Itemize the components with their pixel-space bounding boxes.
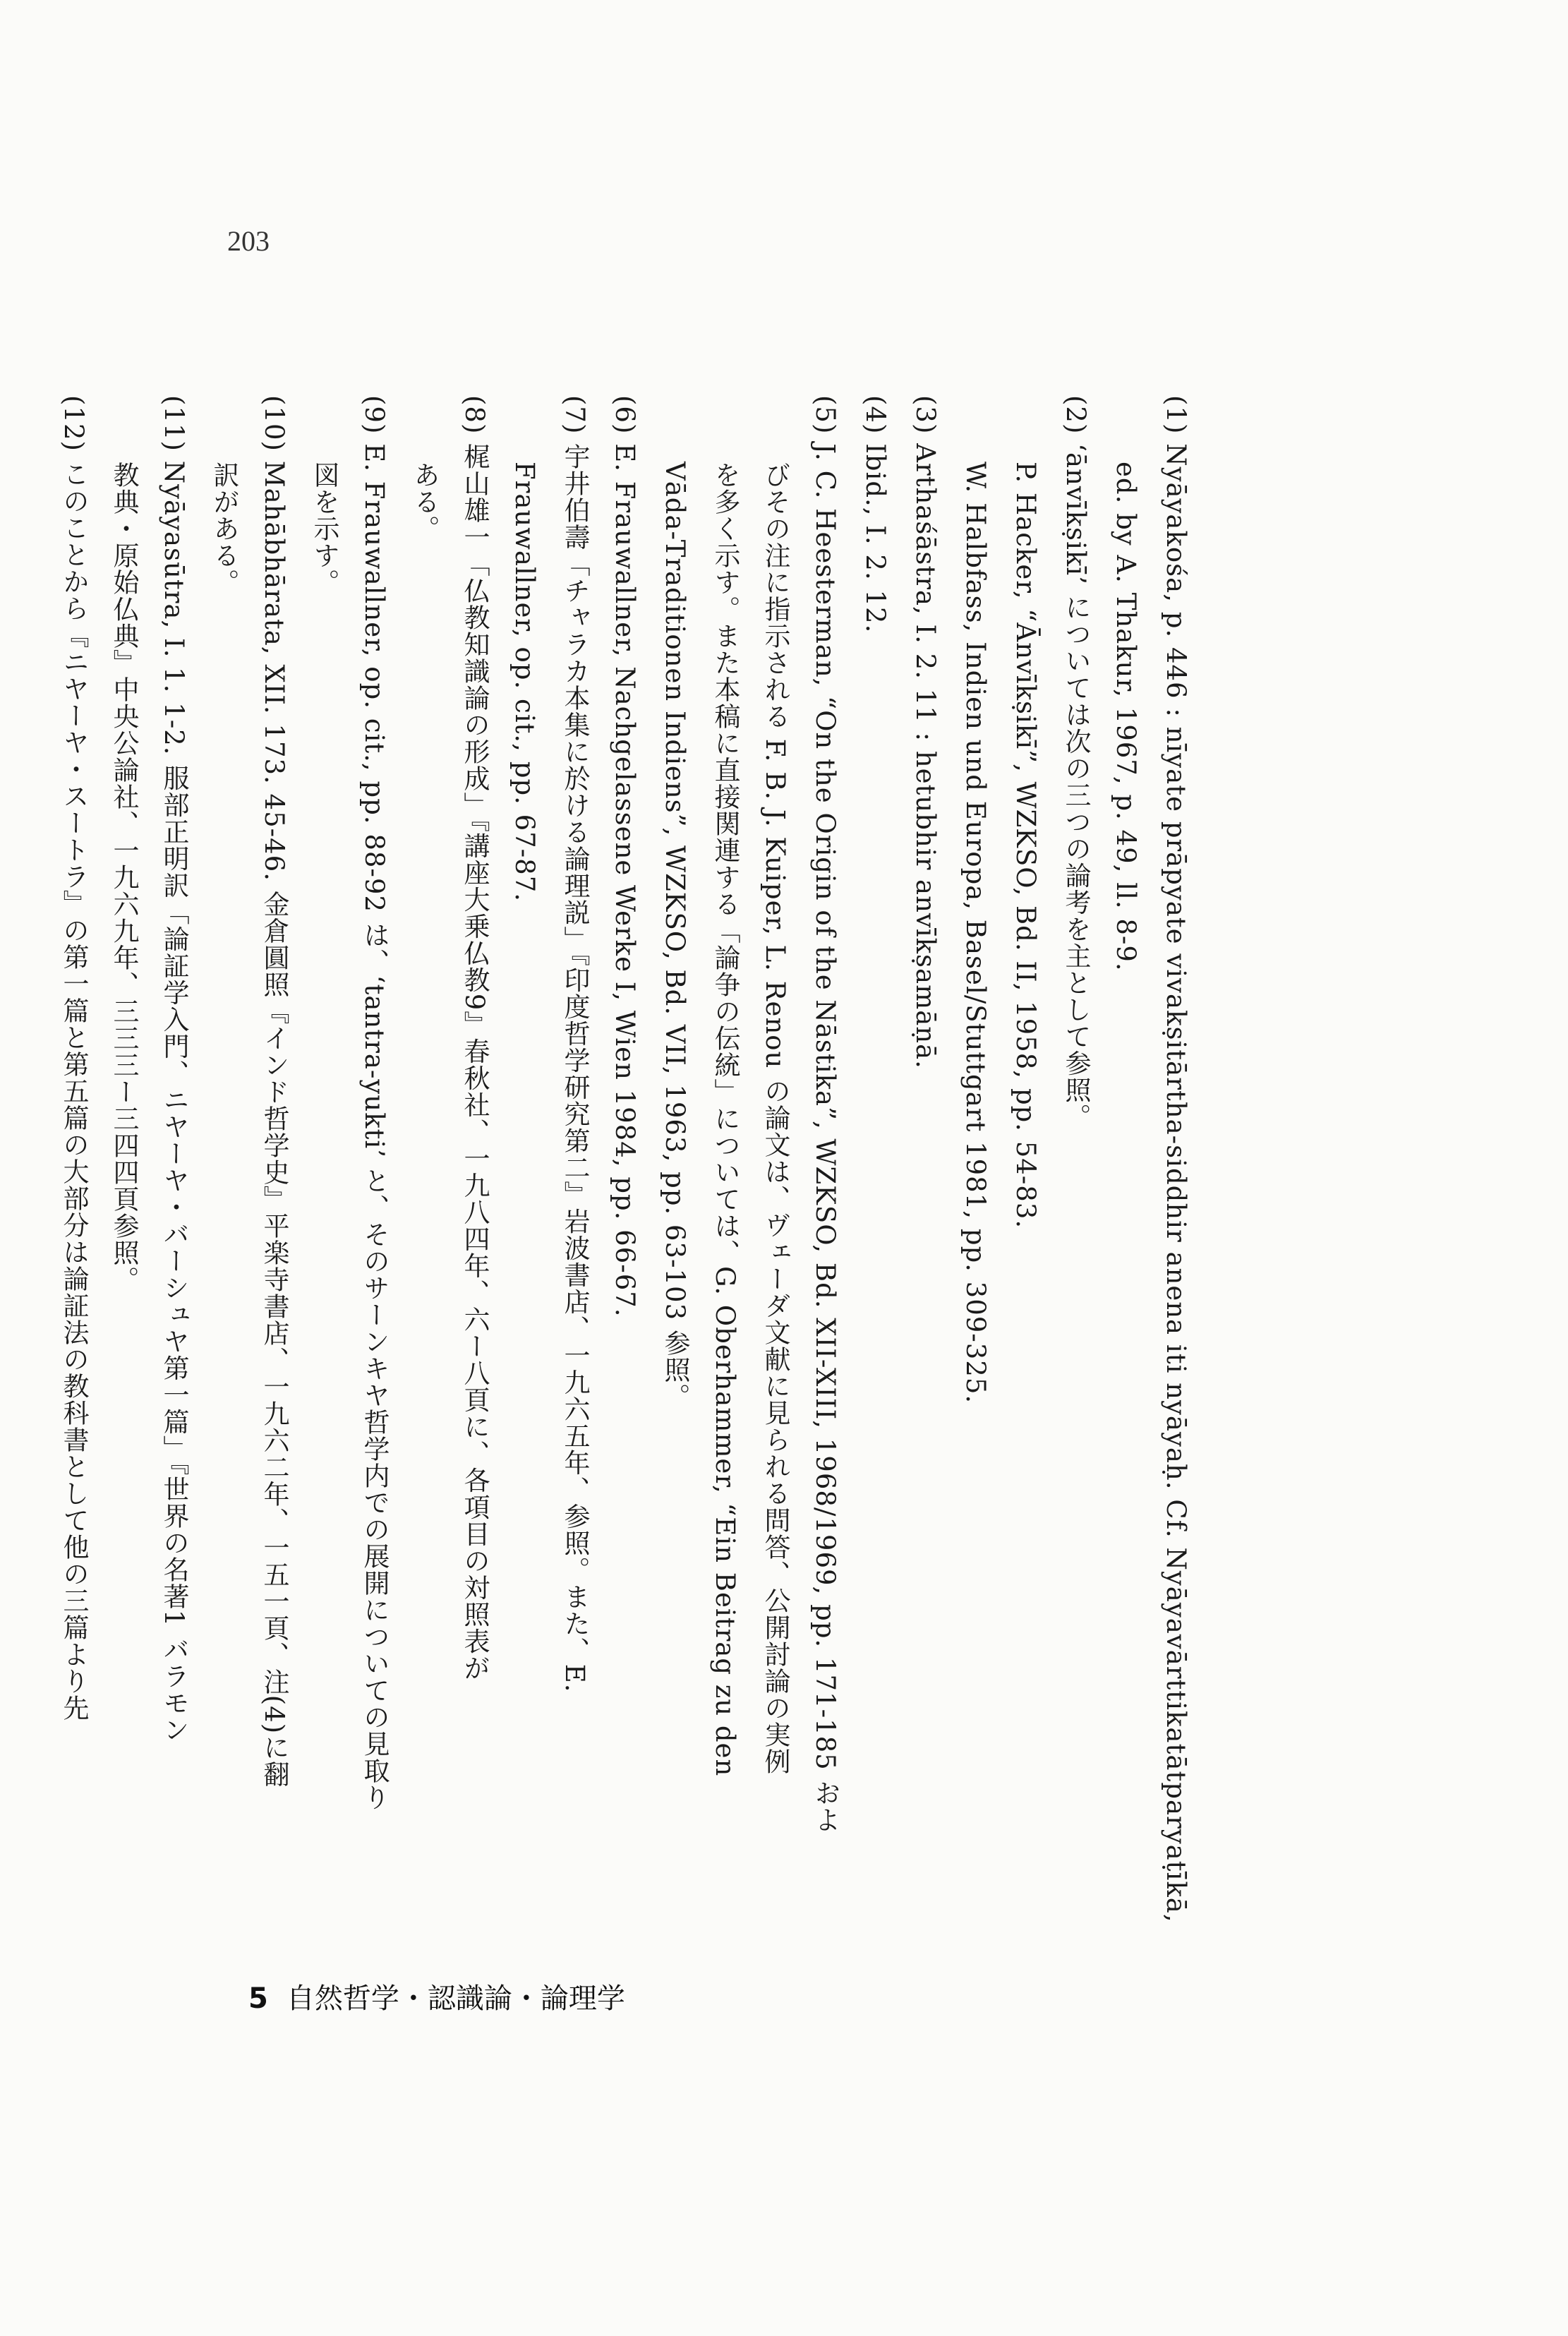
footnote-continuation: ある。 — [409, 462, 440, 542]
chapter-footer — [248, 1976, 625, 2016]
footnote-text: Mahābhārata, XII. 173. 45-46. 金倉圓照『インド哲学史』平楽寺書店、一九六二年、一五一頁、注(4)に翻 — [259, 460, 289, 1788]
footnote-number: (7) — [560, 395, 590, 435]
footnote-3 — [900, 395, 951, 1955]
footnote-text: このことから『ニヤーヤ・スートラ』の第一篇と第五篇の大部分は論証法の教科書として他の三篇より先 — [59, 460, 89, 1721]
footnote-9 — [299, 395, 399, 1955]
footnote-continuation: P. Hacker, “Ānvīkṣikī”, WZKSO, Bd. II, 1958, pp. 54-83. — [1011, 462, 1041, 1229]
footnote-number: (8) — [459, 395, 490, 435]
footnote-12 — [49, 395, 99, 1955]
footnote-number: (6) — [610, 395, 640, 435]
footnote-text: E. Frauwallner, Nachgelassene Werke I, Wien 1984, pp. 66-67. — [610, 443, 640, 1318]
footnote-continuation: Frauwallner, op. cit., pp. 67-87. — [509, 462, 540, 903]
footnote-continuation: Vāda-Traditionen Indiens”, WZKSO, Bd. VII, 1963, pp. 63-103 参照。 — [660, 462, 690, 1410]
footnote-number: (12) — [59, 395, 89, 452]
footnotes — [49, 395, 1201, 1955]
footnote-text: Nyāyakośa, p. 446 : nīyate prāpyate vivakṣitārtha-siddhir anena iti nyāyaḥ. Cf. Nyāyavārttikatātparyaṭīkā, — [1161, 443, 1191, 1923]
footnote-number: (9) — [359, 395, 390, 435]
footnote-text: J. C. Heesterman, “On the Origin of the Nāstika”, WZKSO, Bd. XII-XIII, 1968/1969, pp. 171-185 およ — [810, 443, 840, 1834]
footnote-1 — [1101, 395, 1201, 1955]
footnote-11 — [99, 395, 199, 1955]
footnote-text: Ibid., I. 2. 12. — [860, 443, 891, 634]
footnote-continuation: ed. by A. Thakur, 1967, p. 49, ll. 8-9. — [1111, 462, 1141, 972]
footnote-number: (2) — [1061, 395, 1091, 435]
footnote-continuation: びその注に指示される F. B. J. Kuiper, L. Renou の論文は、ヴェーダ文献に見られる問答、公開討論の実例 — [760, 462, 790, 1776]
footnote-number: (5) — [810, 395, 840, 435]
footnote-number: (11) — [159, 395, 189, 452]
footnote-continuation: 教典・原始仏典』中央公論社、一九六九年、三三三ー三四四頁参照。 — [109, 462, 139, 1293]
footnote-text: Nyāyasūtra, I. 1. 1-2. 服部正明訳「論証学入門、ニヤーヤ・バーシュヤ第一篇」『世界の名著1 バラモン — [159, 460, 189, 1744]
footnote-2 — [951, 395, 1101, 1955]
footnote-8 — [399, 395, 500, 1955]
footnote-text: E. Frauwallner, op. cit., pp. 88-92 は、‘tantra-yukti’ と、そのサーンキヤ哲学内での展開についての見取り — [359, 443, 390, 1811]
footnote-text: ‘ānvīkṣikī’ については次の三つの論考を主として参照。 — [1061, 443, 1091, 1131]
footnote-10 — [199, 395, 299, 1955]
footnote-number: (3) — [910, 395, 941, 435]
chapter-number: 5 — [248, 1982, 268, 2015]
footnote-continuation: 図を示す。 — [309, 462, 339, 596]
footnote-text: Arthaśāstra, I. 2. 11 : hetubhir anvīkṣamāṇā. — [910, 443, 941, 1069]
footnote-number: (10) — [259, 395, 289, 452]
footnote-continuation: 訳がある。 — [209, 462, 239, 596]
footnote-5 — [650, 395, 850, 1955]
footnote-7 — [500, 395, 600, 1955]
footnote-4 — [850, 395, 900, 1955]
footnote-number: (1) — [1161, 395, 1191, 435]
footnote-text: 宇井伯壽「チャラカ本集に於ける論理説」『印度哲学研究第二』岩波書店、一九六五年、参照。また、E. — [560, 443, 590, 1693]
chapter-title: 自然哲学・認識論・論理学 — [286, 1982, 625, 2015]
page-number: 203 — [227, 225, 270, 257]
footnote-continuation: W. Halbfass, Indien und Europa, Basel/Stuttgart 1981, pp. 309-325. — [960, 462, 991, 1404]
footnote-6 — [600, 395, 650, 1955]
footnote-number: (4) — [860, 395, 891, 435]
footnote-text: 梶山雄一「仏教知識論の形成」『講座大乗仏教9』春秋社、一九八四年、六ー八頁に、各項目の対照表が — [459, 443, 490, 1682]
footnote-continuation: を多く示す。また本稿に直接関連する「論争の伝統」については、G. Oberhammer, “Ein Beitrag zu den — [710, 462, 740, 1777]
